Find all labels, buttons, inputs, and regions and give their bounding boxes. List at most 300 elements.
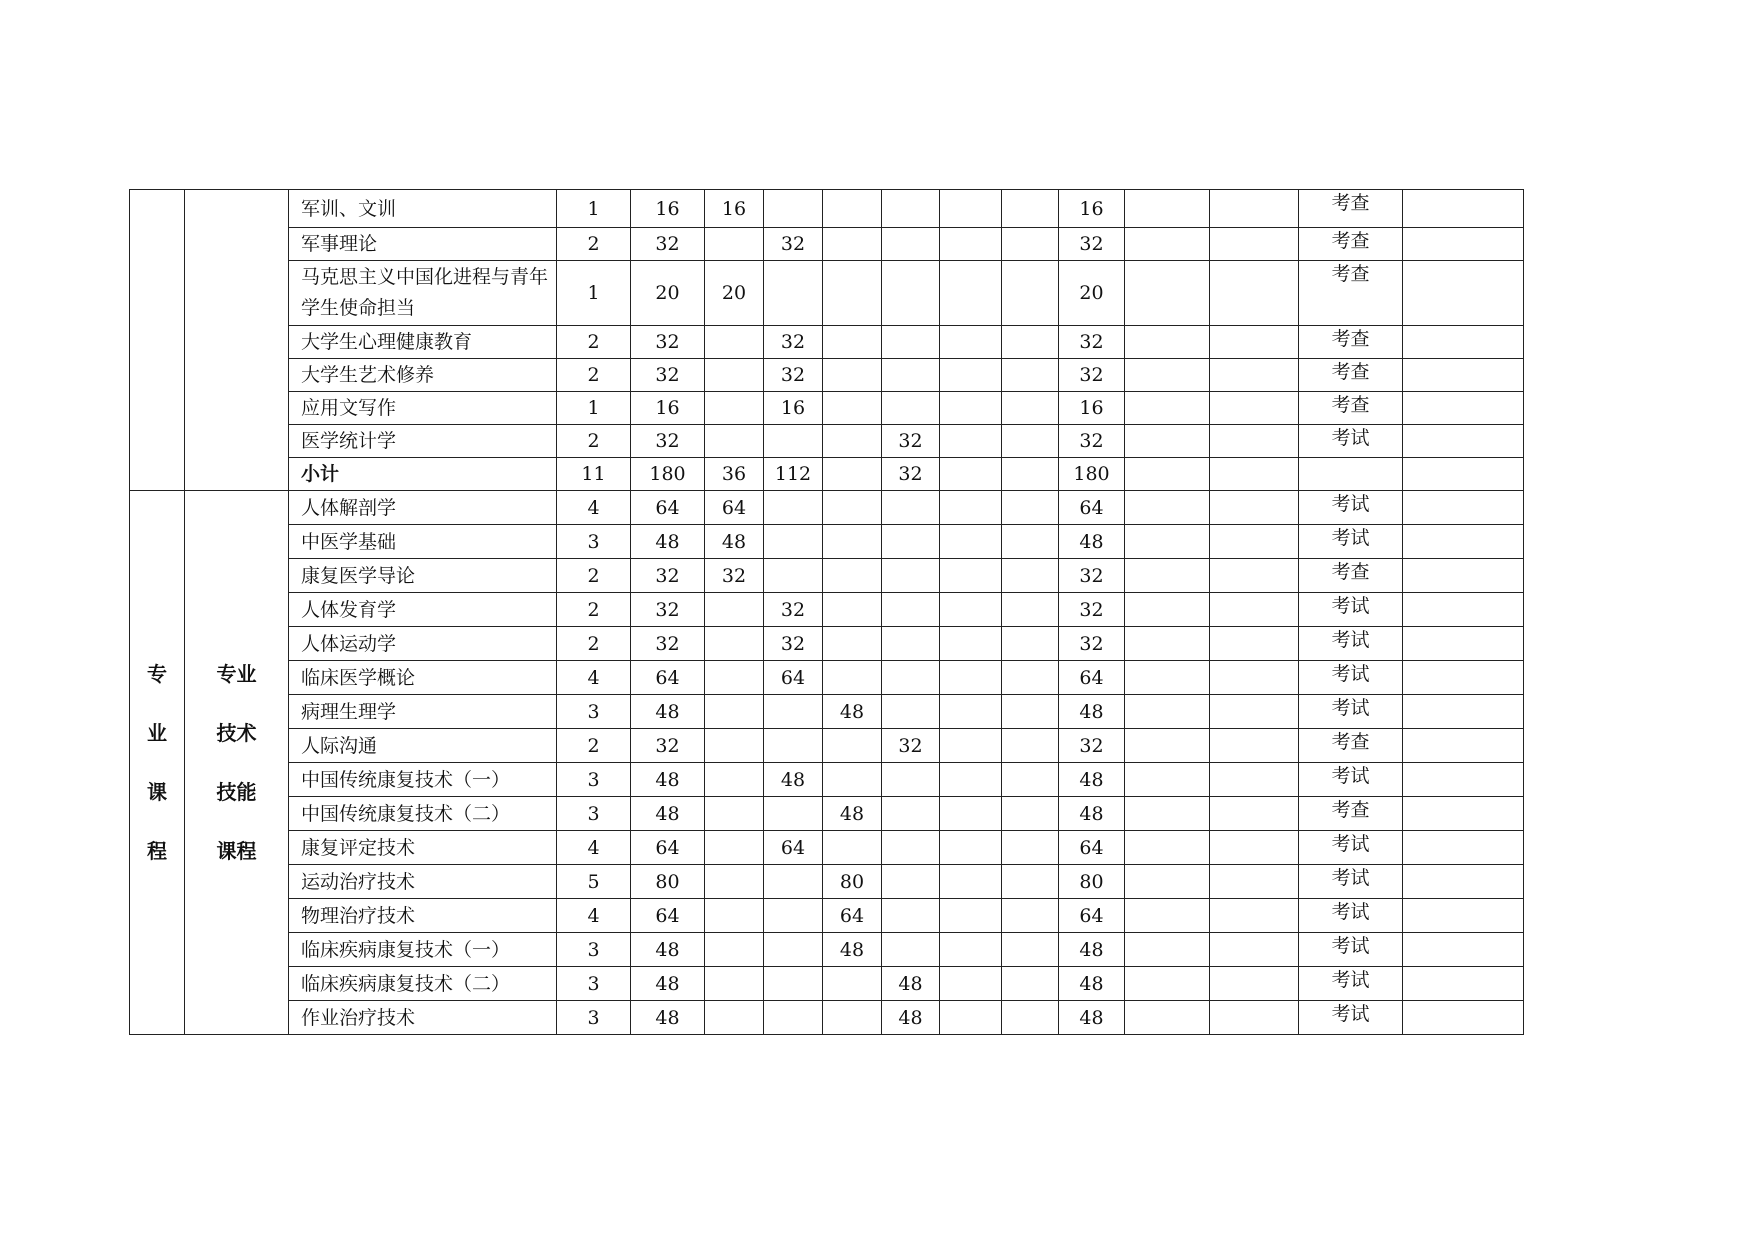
subcategory-cell-empty [185, 190, 289, 491]
cell-s5 [940, 899, 1002, 933]
cell-credits: 1 [557, 261, 631, 326]
cell-s1 [705, 763, 764, 797]
assessment-method: 考查 [1299, 326, 1403, 359]
cell-s4 [882, 865, 940, 899]
assessment-method: 考试 [1299, 933, 1403, 967]
cell-credits: 1 [557, 392, 631, 425]
cell-s1: 48 [705, 525, 764, 559]
cell-hours: 20 [631, 261, 705, 326]
table-row [130, 425, 1524, 458]
cell-practice [1125, 458, 1210, 491]
assessment-method: 考试 [1299, 627, 1403, 661]
course-name: 中医学基础 [289, 525, 557, 559]
table-row [130, 228, 1524, 261]
cell-s1 [705, 359, 764, 392]
cell-s2 [764, 559, 823, 593]
subcategory-technical-skill-courses [185, 491, 289, 1035]
cell-theory: 32 [1059, 228, 1125, 261]
course-name: 作业治疗技术 [289, 1001, 557, 1035]
cell-s6 [1002, 593, 1059, 627]
cell-s1 [705, 831, 764, 865]
cell-s5 [940, 458, 1002, 491]
cell-hours: 48 [631, 797, 705, 831]
cell-note [1403, 228, 1524, 261]
cell-practice [1125, 865, 1210, 899]
cell-s2 [764, 865, 823, 899]
cell-s3 [823, 627, 882, 661]
cell-practice [1125, 763, 1210, 797]
table-row [130, 559, 1524, 593]
cell-s3: 48 [823, 695, 882, 729]
table-row [130, 729, 1524, 763]
cell-other [1210, 425, 1299, 458]
cell-note [1403, 190, 1524, 228]
cell-credits: 2 [557, 729, 631, 763]
cell-s4 [882, 661, 940, 695]
cell-hours: 32 [631, 228, 705, 261]
cell-credits: 11 [557, 458, 631, 491]
cell-practice [1125, 1001, 1210, 1035]
assessment-method: 考查 [1299, 392, 1403, 425]
cell-s4: 32 [882, 458, 940, 491]
course-name: 康复评定技术 [289, 831, 557, 865]
cell-other [1210, 1001, 1299, 1035]
assessment-method: 考试 [1299, 661, 1403, 695]
cell-s4 [882, 763, 940, 797]
cell-s5 [940, 967, 1002, 1001]
assessment-method: 考查 [1299, 729, 1403, 763]
cell-credits: 4 [557, 831, 631, 865]
cell-note [1403, 627, 1524, 661]
cell-s3 [823, 967, 882, 1001]
cell-s2 [764, 261, 823, 326]
cell-hours: 16 [631, 392, 705, 425]
cell-s1 [705, 1001, 764, 1035]
cell-s5 [940, 661, 1002, 695]
cell-s1: 20 [705, 261, 764, 326]
cell-s2: 32 [764, 228, 823, 261]
cell-theory: 16 [1059, 190, 1125, 228]
cell-s6 [1002, 661, 1059, 695]
cell-s1 [705, 865, 764, 899]
table-row [130, 899, 1524, 933]
cell-practice [1125, 392, 1210, 425]
course-name: 人体运动学 [289, 627, 557, 661]
cell-credits: 2 [557, 228, 631, 261]
cell-theory: 64 [1059, 661, 1125, 695]
cell-other [1210, 729, 1299, 763]
cell-note [1403, 359, 1524, 392]
cell-s1 [705, 326, 764, 359]
cell-s2: 32 [764, 326, 823, 359]
cell-practice [1125, 326, 1210, 359]
cell-s2: 32 [764, 593, 823, 627]
cell-s1 [705, 899, 764, 933]
course-name: 大学生心理健康教育 [289, 326, 557, 359]
cell-s6 [1002, 729, 1059, 763]
cell-theory: 20 [1059, 261, 1125, 326]
course-name: 军训、文训 [289, 190, 557, 228]
cell-note [1403, 967, 1524, 1001]
course-name: 马克思主义中国化进程与青年学生使命担当 [289, 261, 557, 326]
cell-s5 [940, 525, 1002, 559]
cell-s1 [705, 967, 764, 1001]
cell-credits: 2 [557, 627, 631, 661]
assessment-method: 考试 [1299, 967, 1403, 1001]
cell-s1: 16 [705, 190, 764, 228]
cell-s1: 32 [705, 559, 764, 593]
cell-other [1210, 458, 1299, 491]
cell-other [1210, 359, 1299, 392]
course-name: 物理治疗技术 [289, 899, 557, 933]
table-row [130, 967, 1524, 1001]
cell-note [1403, 695, 1524, 729]
cell-credits: 2 [557, 593, 631, 627]
cell-s4 [882, 525, 940, 559]
cell-practice [1125, 797, 1210, 831]
cell-s4 [882, 326, 940, 359]
course-name: 临床疾病康复技术（二） [289, 967, 557, 1001]
cell-other [1210, 261, 1299, 326]
cell-credits: 4 [557, 491, 631, 525]
cell-hours: 48 [631, 525, 705, 559]
cell-note [1403, 491, 1524, 525]
cell-s2 [764, 695, 823, 729]
subtotal-row [130, 458, 1524, 491]
cell-hours: 32 [631, 425, 705, 458]
cell-note [1403, 425, 1524, 458]
cell-credits: 5 [557, 865, 631, 899]
cell-s5 [940, 392, 1002, 425]
cell-practice [1125, 593, 1210, 627]
cell-s3 [823, 729, 882, 763]
table-row [130, 525, 1524, 559]
table-row [130, 831, 1524, 865]
cell-theory: 48 [1059, 967, 1125, 1001]
cell-theory: 48 [1059, 763, 1125, 797]
cell-hours: 32 [631, 359, 705, 392]
cell-other [1210, 865, 1299, 899]
cell-s3 [823, 831, 882, 865]
cell-s4 [882, 491, 940, 525]
cell-s6 [1002, 326, 1059, 359]
cell-s6 [1002, 559, 1059, 593]
cell-hours: 32 [631, 627, 705, 661]
cell-other [1210, 763, 1299, 797]
cell-credits: 3 [557, 525, 631, 559]
cell-other [1210, 695, 1299, 729]
cell-s1 [705, 228, 764, 261]
cell-s3: 48 [823, 933, 882, 967]
cell-s1 [705, 729, 764, 763]
assessment-method: 考查 [1299, 261, 1403, 326]
cell-s5 [940, 359, 1002, 392]
cell-s3: 48 [823, 797, 882, 831]
cell-note [1403, 831, 1524, 865]
cell-practice [1125, 559, 1210, 593]
cell-other [1210, 661, 1299, 695]
cell-theory: 32 [1059, 593, 1125, 627]
cell-s1 [705, 392, 764, 425]
course-name: 人际沟通 [289, 729, 557, 763]
cell-other [1210, 627, 1299, 661]
cell-s4 [882, 797, 940, 831]
cell-s2 [764, 525, 823, 559]
course-name: 临床医学概论 [289, 661, 557, 695]
cell-s2 [764, 729, 823, 763]
cell-s2 [764, 899, 823, 933]
cell-theory: 32 [1059, 627, 1125, 661]
category-cell-empty [130, 190, 185, 491]
cell-s4 [882, 190, 940, 228]
cell-s2 [764, 933, 823, 967]
cell-note [1403, 1001, 1524, 1035]
cell-practice [1125, 661, 1210, 695]
cell-s5 [940, 627, 1002, 661]
cell-other [1210, 228, 1299, 261]
table-row [130, 326, 1524, 359]
cell-hours: 16 [631, 190, 705, 228]
cell-credits: 2 [557, 326, 631, 359]
course-name: 应用文写作 [289, 392, 557, 425]
cell-theory: 48 [1059, 695, 1125, 729]
cell-note [1403, 763, 1524, 797]
assessment-method: 考试 [1299, 425, 1403, 458]
assessment-method: 考查 [1299, 190, 1403, 228]
cell-other [1210, 797, 1299, 831]
cell-note [1403, 933, 1524, 967]
table-row [130, 695, 1524, 729]
cell-s4 [882, 593, 940, 627]
cell-s4 [882, 933, 940, 967]
cell-other [1210, 326, 1299, 359]
cell-s4 [882, 695, 940, 729]
cell-other [1210, 831, 1299, 865]
cell-other [1210, 967, 1299, 1001]
cell-s1 [705, 661, 764, 695]
cell-hours: 48 [631, 1001, 705, 1035]
cell-s1: 64 [705, 491, 764, 525]
table-row [130, 190, 1524, 228]
course-name: 军事理论 [289, 228, 557, 261]
cell-practice [1125, 967, 1210, 1001]
cell-s6 [1002, 899, 1059, 933]
cell-s2: 16 [764, 392, 823, 425]
cell-theory: 64 [1059, 831, 1125, 865]
cell-theory: 64 [1059, 899, 1125, 933]
cell-s1 [705, 425, 764, 458]
cell-s6 [1002, 865, 1059, 899]
cell-s5 [940, 729, 1002, 763]
cell-s1 [705, 627, 764, 661]
cell-s3: 80 [823, 865, 882, 899]
cell-other [1210, 190, 1299, 228]
cell-s1: 36 [705, 458, 764, 491]
assessment-method: 考试 [1299, 695, 1403, 729]
cell-other [1210, 559, 1299, 593]
cell-s5 [940, 797, 1002, 831]
cell-hours: 48 [631, 933, 705, 967]
cell-practice [1125, 627, 1210, 661]
cell-practice [1125, 525, 1210, 559]
cell-note [1403, 729, 1524, 763]
cell-s6 [1002, 261, 1059, 326]
cell-s3 [823, 491, 882, 525]
cell-s4: 48 [882, 967, 940, 1001]
cell-practice [1125, 491, 1210, 525]
cell-s5 [940, 933, 1002, 967]
cell-s3 [823, 525, 882, 559]
cell-credits: 2 [557, 559, 631, 593]
cell-s6 [1002, 228, 1059, 261]
cell-practice [1125, 899, 1210, 933]
cell-credits: 3 [557, 967, 631, 1001]
cell-s5 [940, 261, 1002, 326]
assessment-method: 考试 [1299, 1001, 1403, 1035]
category-professional-courses [130, 491, 185, 1035]
cell-practice [1125, 831, 1210, 865]
cell-note [1403, 593, 1524, 627]
cell-s6 [1002, 1001, 1059, 1035]
cell-s3: 64 [823, 899, 882, 933]
cell-other [1210, 593, 1299, 627]
cell-theory: 32 [1059, 425, 1125, 458]
cell-hours: 32 [631, 326, 705, 359]
cell-hours: 48 [631, 967, 705, 1001]
cell-s3 [823, 458, 882, 491]
cell-s5 [940, 865, 1002, 899]
subcategory-label: 专业技术技能课程 [216, 661, 257, 863]
cell-s6 [1002, 525, 1059, 559]
cell-s3 [823, 1001, 882, 1035]
cell-other [1210, 491, 1299, 525]
cell-s5 [940, 326, 1002, 359]
assessment-method: 考试 [1299, 831, 1403, 865]
cell-s2 [764, 1001, 823, 1035]
cell-s3 [823, 326, 882, 359]
cell-s5 [940, 425, 1002, 458]
assessment-method: 考试 [1299, 491, 1403, 525]
cell-other [1210, 899, 1299, 933]
cell-hours: 180 [631, 458, 705, 491]
assessment-method: 考查 [1299, 797, 1403, 831]
cell-s3 [823, 425, 882, 458]
cell-note [1403, 525, 1524, 559]
table-row [130, 593, 1524, 627]
cell-s4 [882, 559, 940, 593]
cell-s4: 48 [882, 1001, 940, 1035]
cell-s2: 48 [764, 763, 823, 797]
cell-s4 [882, 392, 940, 425]
cell-practice [1125, 933, 1210, 967]
cell-hours: 32 [631, 729, 705, 763]
assessment-method: 考试 [1299, 899, 1403, 933]
cell-s5 [940, 1001, 1002, 1035]
table-row [130, 763, 1524, 797]
cell-s2 [764, 425, 823, 458]
cell-s6 [1002, 627, 1059, 661]
course-name: 临床疾病康复技术（一） [289, 933, 557, 967]
assessment-method: 考试 [1299, 593, 1403, 627]
cell-theory: 80 [1059, 865, 1125, 899]
cell-credits: 1 [557, 190, 631, 228]
cell-theory: 48 [1059, 1001, 1125, 1035]
cell-s4: 32 [882, 425, 940, 458]
cell-s6 [1002, 695, 1059, 729]
cell-s6 [1002, 763, 1059, 797]
cell-s2: 32 [764, 359, 823, 392]
cell-s1 [705, 695, 764, 729]
cell-s2 [764, 190, 823, 228]
course-name: 康复医学导论 [289, 559, 557, 593]
table-row [130, 661, 1524, 695]
cell-s5 [940, 559, 1002, 593]
table-row [130, 1001, 1524, 1035]
cell-hours: 64 [631, 899, 705, 933]
cell-theory: 48 [1059, 933, 1125, 967]
cell-s4 [882, 359, 940, 392]
cell-credits: 4 [557, 899, 631, 933]
cell-s3 [823, 661, 882, 695]
cell-theory: 48 [1059, 797, 1125, 831]
cell-s4 [882, 228, 940, 261]
cell-hours: 64 [631, 831, 705, 865]
cell-note [1403, 261, 1524, 326]
course-name: 人体解剖学 [289, 491, 557, 525]
cell-s6 [1002, 491, 1059, 525]
cell-s5 [940, 695, 1002, 729]
cell-practice [1125, 228, 1210, 261]
cell-note [1403, 458, 1524, 491]
cell-s3 [823, 392, 882, 425]
cell-s5 [940, 593, 1002, 627]
cell-s5 [940, 491, 1002, 525]
cell-credits: 3 [557, 1001, 631, 1035]
table-row [130, 797, 1524, 831]
cell-s3 [823, 593, 882, 627]
cell-s3 [823, 228, 882, 261]
table-row [130, 392, 1524, 425]
table-row [130, 261, 1524, 326]
cell-note [1403, 661, 1524, 695]
cell-credits: 3 [557, 695, 631, 729]
cell-s1 [705, 933, 764, 967]
course-name: 人体发育学 [289, 593, 557, 627]
cell-s6 [1002, 359, 1059, 392]
cell-note [1403, 865, 1524, 899]
assessment-method: 考试 [1299, 763, 1403, 797]
cell-practice [1125, 359, 1210, 392]
cell-note [1403, 559, 1524, 593]
course-name: 大学生艺术修养 [289, 359, 557, 392]
cell-s2: 112 [764, 458, 823, 491]
cell-s2: 64 [764, 831, 823, 865]
cell-note [1403, 392, 1524, 425]
cell-s2 [764, 967, 823, 1001]
course-name: 运动治疗技术 [289, 865, 557, 899]
assessment-method: 考查 [1299, 559, 1403, 593]
cell-credits: 4 [557, 661, 631, 695]
course-schedule-table [129, 189, 1524, 1035]
cell-hours: 64 [631, 661, 705, 695]
cell-s6 [1002, 458, 1059, 491]
cell-hours: 64 [631, 491, 705, 525]
cell-s4 [882, 831, 940, 865]
cell-s6 [1002, 190, 1059, 228]
cell-other [1210, 525, 1299, 559]
cell-s2 [764, 797, 823, 831]
cell-s4: 32 [882, 729, 940, 763]
